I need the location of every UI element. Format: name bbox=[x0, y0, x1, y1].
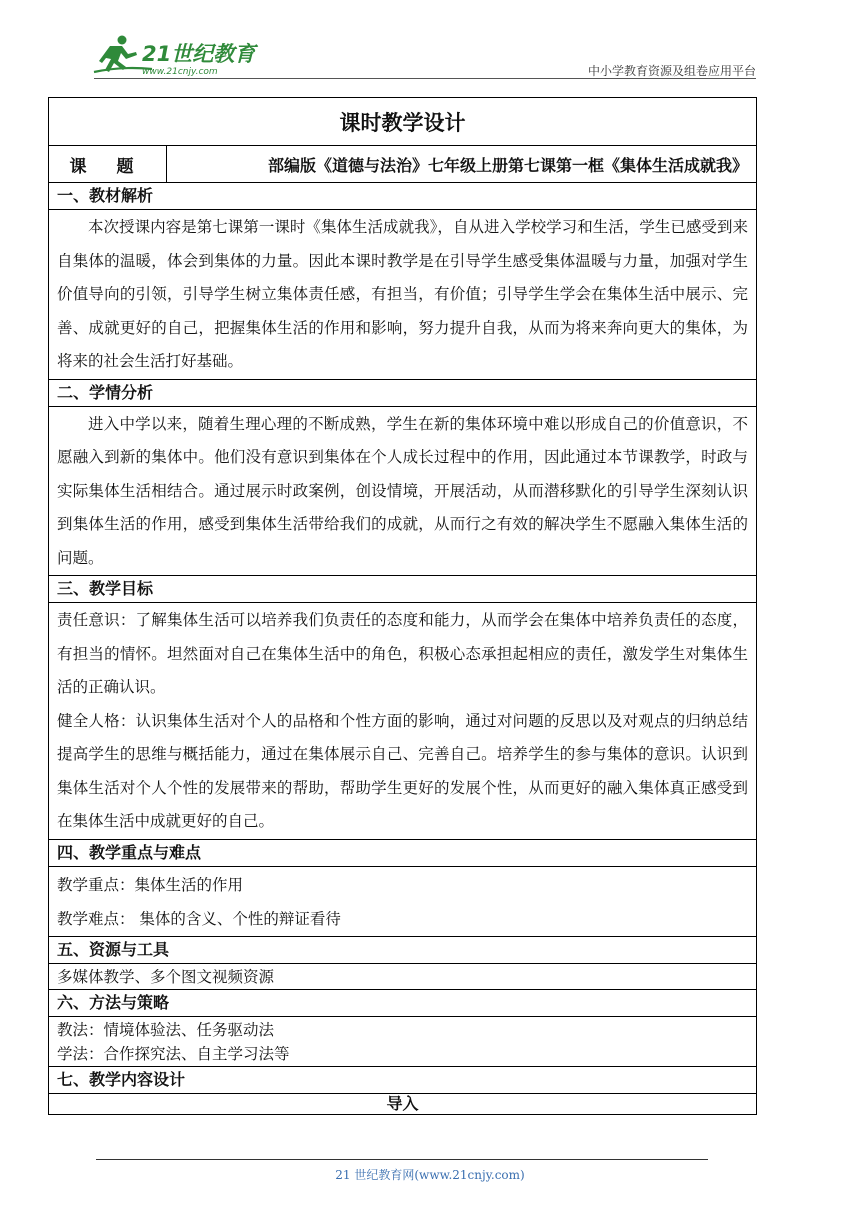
section-title: 四、教学重点与难点 bbox=[49, 839, 757, 866]
section-title: 七、教学内容设计 bbox=[49, 1066, 757, 1093]
topic-row bbox=[49, 146, 757, 183]
footer-divider bbox=[96, 1159, 708, 1160]
section-body bbox=[49, 1016, 757, 1066]
section-body bbox=[49, 210, 757, 380]
svg-text:www.21cnjy.com: www.21cnjy.com bbox=[142, 67, 218, 77]
section-title: 五、资源与工具 bbox=[49, 936, 757, 963]
section-title: 二、学情分析 bbox=[49, 379, 757, 406]
paragraph: 多媒体教学、多个图文视频资源 bbox=[57, 967, 275, 986]
section-body bbox=[49, 866, 757, 936]
lesson-design-table bbox=[48, 97, 757, 1115]
paragraph: 本次授课内容是第七课第一课时《集体生活成就我》，自从进入学校学习和生活，学生已感受到来自集体的温暖，体会到集体的力量。因此本课时教学是在引导学生感受集体温暖与力量，加强对学生价值导向的引领，引导学生树立集体责任感，有担当，有价值；引导学生学会在集体生活中展示、完善、成就更好的自己，把握集体生活的作用和影响，努力提升自我，从而为将来奔向更大的集体，为将来的社会生活打好基础。 bbox=[57, 218, 748, 370]
section-title: 一、教材解析 bbox=[49, 183, 757, 210]
section-title: 三、教学目标 bbox=[49, 576, 757, 603]
topic-label: 课 题 bbox=[49, 146, 167, 183]
paragraph: 责任意识：了解集体生活可以培养我们负责任的态度和能力，从而学会在集体中培养负责任的态度，有担当的情怀。坦然面对自己在集体生活中的角色，积极心态承担起相应的责任，激发学生对集体生活的正确认识。 bbox=[57, 611, 748, 696]
lead-in-heading: 导入 bbox=[49, 1093, 757, 1114]
paragraph: 健全人格：认识集体生活对个人的品格和个性方面的影响，通过对问题的反思以及对观点的归纳总结提高学生的思维与概括能力，通过在集体展示自己、完善自己。培养学生的参与集体的意识。认识到集体生活对个人个性的发展带来的帮助，帮助学生更好的发展个性，从而更好的融入集体真正感受到在集体生活中成就更好的自己。 bbox=[57, 711, 748, 830]
paragraph: 教学难点： 集体的含义、个性的辩证看待 bbox=[57, 909, 341, 928]
section-body bbox=[49, 963, 757, 989]
paragraph: 学法：合作探究法、自主学习法等 bbox=[57, 1044, 290, 1063]
platform-name: 中小学教育资源及组卷应用平台 bbox=[587, 64, 756, 78]
header-divider bbox=[94, 78, 756, 79]
section-body bbox=[49, 603, 757, 840]
doc-title: 课时教学设计 bbox=[49, 98, 757, 146]
svg-text:21世纪教育: 21世纪教育 bbox=[142, 42, 256, 66]
paragraph: 教学重点：集体生活的作用 bbox=[57, 875, 244, 894]
site-logo bbox=[92, 32, 262, 78]
title-row bbox=[49, 98, 757, 146]
paragraph: 进入中学以来，随着生理心理的不断成熟，学生在新的集体环境中难以形成自己的价值意识，不愿融入到新的集体中。他们没有意识到集体在个人成长过程中的作用，因此通过本节课教学，时政与实际集体生活相结合。通过展示时政案例，创设情境，开展活动，从而潜移默化的引导学生深刻认识到集体生活的作用，感受到集体生活带给我们的成就，从而行之有效的解决学生不愿融入集体生活的问题。 bbox=[57, 414, 748, 567]
paragraph: 教法：情境体验法、任务驱动法 bbox=[57, 1020, 275, 1039]
page-header bbox=[0, 0, 860, 90]
section-title: 六、方法与策略 bbox=[49, 989, 757, 1016]
section-body bbox=[49, 406, 757, 576]
topic-value: 部编版《道德与法治》七年级上册第七课第一框《集体生活成就我》 bbox=[167, 146, 757, 183]
footer-text: 21 世纪教育网(www.21cnjy.com) bbox=[335, 1168, 525, 1182]
